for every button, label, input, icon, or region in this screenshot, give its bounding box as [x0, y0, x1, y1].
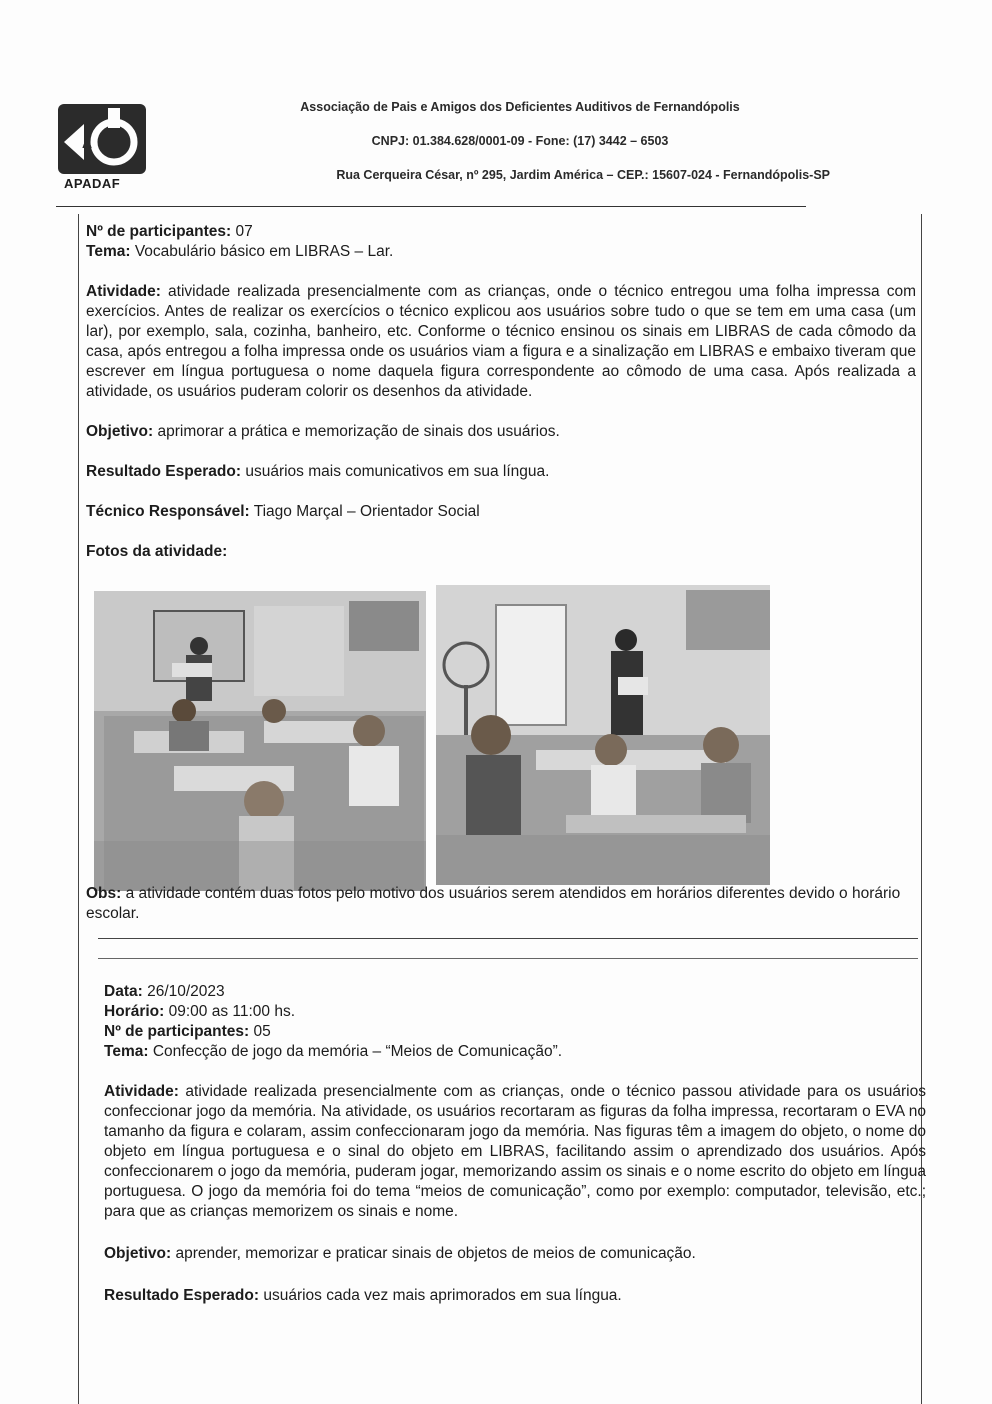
- address: Rua Cerqueira César, nº 295, Jardim América – CEP.: 15607-024 - Fernandópolis-SP: [336, 168, 830, 182]
- obs-text: a atividade contém duas fotos pelo motivo dos usuários serem atendidos em horários diferentes devido o horário escolar.: [86, 885, 901, 922]
- tema-line: [86, 242, 916, 262]
- obs-label: Obs:: [86, 885, 122, 902]
- activity-2: [104, 982, 926, 1306]
- obs-paragraph: [86, 884, 912, 924]
- photo-2-image: [436, 585, 770, 885]
- header-divider: [56, 206, 806, 207]
- participants-line-2: [104, 1022, 926, 1042]
- tema-label: Tema:: [86, 243, 131, 260]
- participants-label-2: Nº de participantes:: [104, 1023, 250, 1040]
- tema-value-2: Confecção de jogo da memória – “Meios de Comunicação”.: [148, 1043, 563, 1060]
- objetivo-line: [86, 422, 916, 442]
- atividade-label: Atividade:: [86, 283, 161, 300]
- resultado-label-2: Resultado Esperado:: [104, 1287, 260, 1304]
- cnpj-phone: CNPJ: 01.384.628/0001-09 - Fone: (17) 3442 – 6503: [371, 134, 669, 148]
- letterhead: [200, 100, 840, 202]
- atividade-text-2: atividade realizada presencialmente com as crianças, onde o técnico passou atividade para os usuários confeccionar jogo da memória. Na atividade, os usuários recortaram as figuras da folha impressa, recortaram o EVA no tamanho da figura e colaram, assim confeccionaram jogo da memória. Nas figuras têm a imagem do objeto, o nome do objeto em língua portuguesa e o sinal do objeto em LIBRAS, facilitando assim o aprendizado dos usuários. Após confeccionarem o jogo da memória, puderam jogar, memorizando assim os sinais e o nome escrito do objeto em língua portuguesa. O jogo da memória foi do tema “meios de comunicação”, como por exemplo: computador, televisão, etc.; para que as crianças memorizem os sinais e nome.: [104, 1083, 926, 1220]
- photo-1-image: [94, 591, 426, 891]
- horario-line: [104, 1002, 926, 1022]
- tema-line-2: [104, 1042, 926, 1062]
- horario-value: 09:00 as 11:00 hs.: [164, 1003, 295, 1020]
- tecnico-line: [86, 502, 916, 522]
- participants-line: [86, 222, 916, 242]
- objetivo-label: Objetivo:: [86, 423, 154, 440]
- resultado-line-2: [104, 1286, 926, 1306]
- apadaf-logo: [58, 104, 150, 191]
- fotos-label: Fotos da atividade:: [86, 543, 228, 560]
- tecnico-value: Tiago Marçal – Orientador Social: [249, 503, 480, 520]
- atividade-paragraph: [86, 282, 916, 402]
- ear-symbol-icon: [58, 104, 146, 174]
- participants-value-2: 05: [249, 1023, 271, 1040]
- objetivo-line-2: [104, 1244, 926, 1264]
- atividade-paragraph-2: [104, 1082, 926, 1222]
- participants-label: Nº de participantes:: [86, 223, 232, 240]
- tema-label-2: Tema:: [104, 1043, 149, 1060]
- data-line: [104, 982, 926, 1002]
- logo-text: APADAF: [64, 176, 121, 191]
- section-divider-2: [98, 958, 918, 959]
- resultado-line: [86, 462, 916, 482]
- obs-block: [86, 884, 912, 924]
- logo-letter: A: [82, 135, 93, 151]
- horario-label: Horário:: [104, 1003, 165, 1020]
- activity-photos: [94, 585, 774, 895]
- participants-value: 07: [231, 223, 253, 240]
- classroom-photo-1: [94, 591, 426, 891]
- atividade-label-2: Atividade:: [104, 1083, 179, 1100]
- resultado-label: Resultado Esperado:: [86, 463, 242, 480]
- classroom-photo-2: [436, 585, 770, 885]
- atividade-text: atividade realizada presencialmente com as crianças, onde o técnico entregou uma folha impressa com exercícios. Antes de realizar os exercícios o técnico explicou aos usuários sobre tudo o que se tem em uma casa (um lar), por exemplo, sala, cozinha, banheiro, etc. Conforme o técnico ensinou os sinais em LIBRAS de cada cômodo da casa, após entregou a folha impressa onde os usuários viam a figura e a sinalização em LIBRAS e embaixo tiveram que escrever em língua portuguesa o nome daquela figura correspondente ao cômodo de uma casa. Após realizada a atividade, os usuários puderam colorir os desenhos da atividade.: [86, 283, 916, 400]
- objetivo-value-2: aprender, memorizar e praticar sinais de objetos de meios de comunicação.: [171, 1245, 696, 1262]
- resultado-value: usuários mais comunicativos em sua língua.: [241, 463, 550, 480]
- resultado-value-2: usuários cada vez mais aprimorados em sua língua.: [259, 1287, 622, 1304]
- objetivo-value: aprimorar a prática e memorização de sinais dos usuários.: [153, 423, 560, 440]
- association-name: Associação de Pais e Amigos dos Deficientes Auditivos de Fernandópolis: [300, 100, 740, 114]
- data-value: 26/10/2023: [142, 983, 225, 1000]
- data-label: Data:: [104, 983, 143, 1000]
- tema-value: Vocabulário básico em LIBRAS – Lar.: [130, 243, 394, 260]
- objetivo-label-2: Objetivo:: [104, 1245, 172, 1262]
- logo-mark: [58, 104, 146, 174]
- activity-1: [86, 222, 916, 562]
- section-divider: [98, 938, 918, 939]
- tecnico-label: Técnico Responsável:: [86, 503, 250, 520]
